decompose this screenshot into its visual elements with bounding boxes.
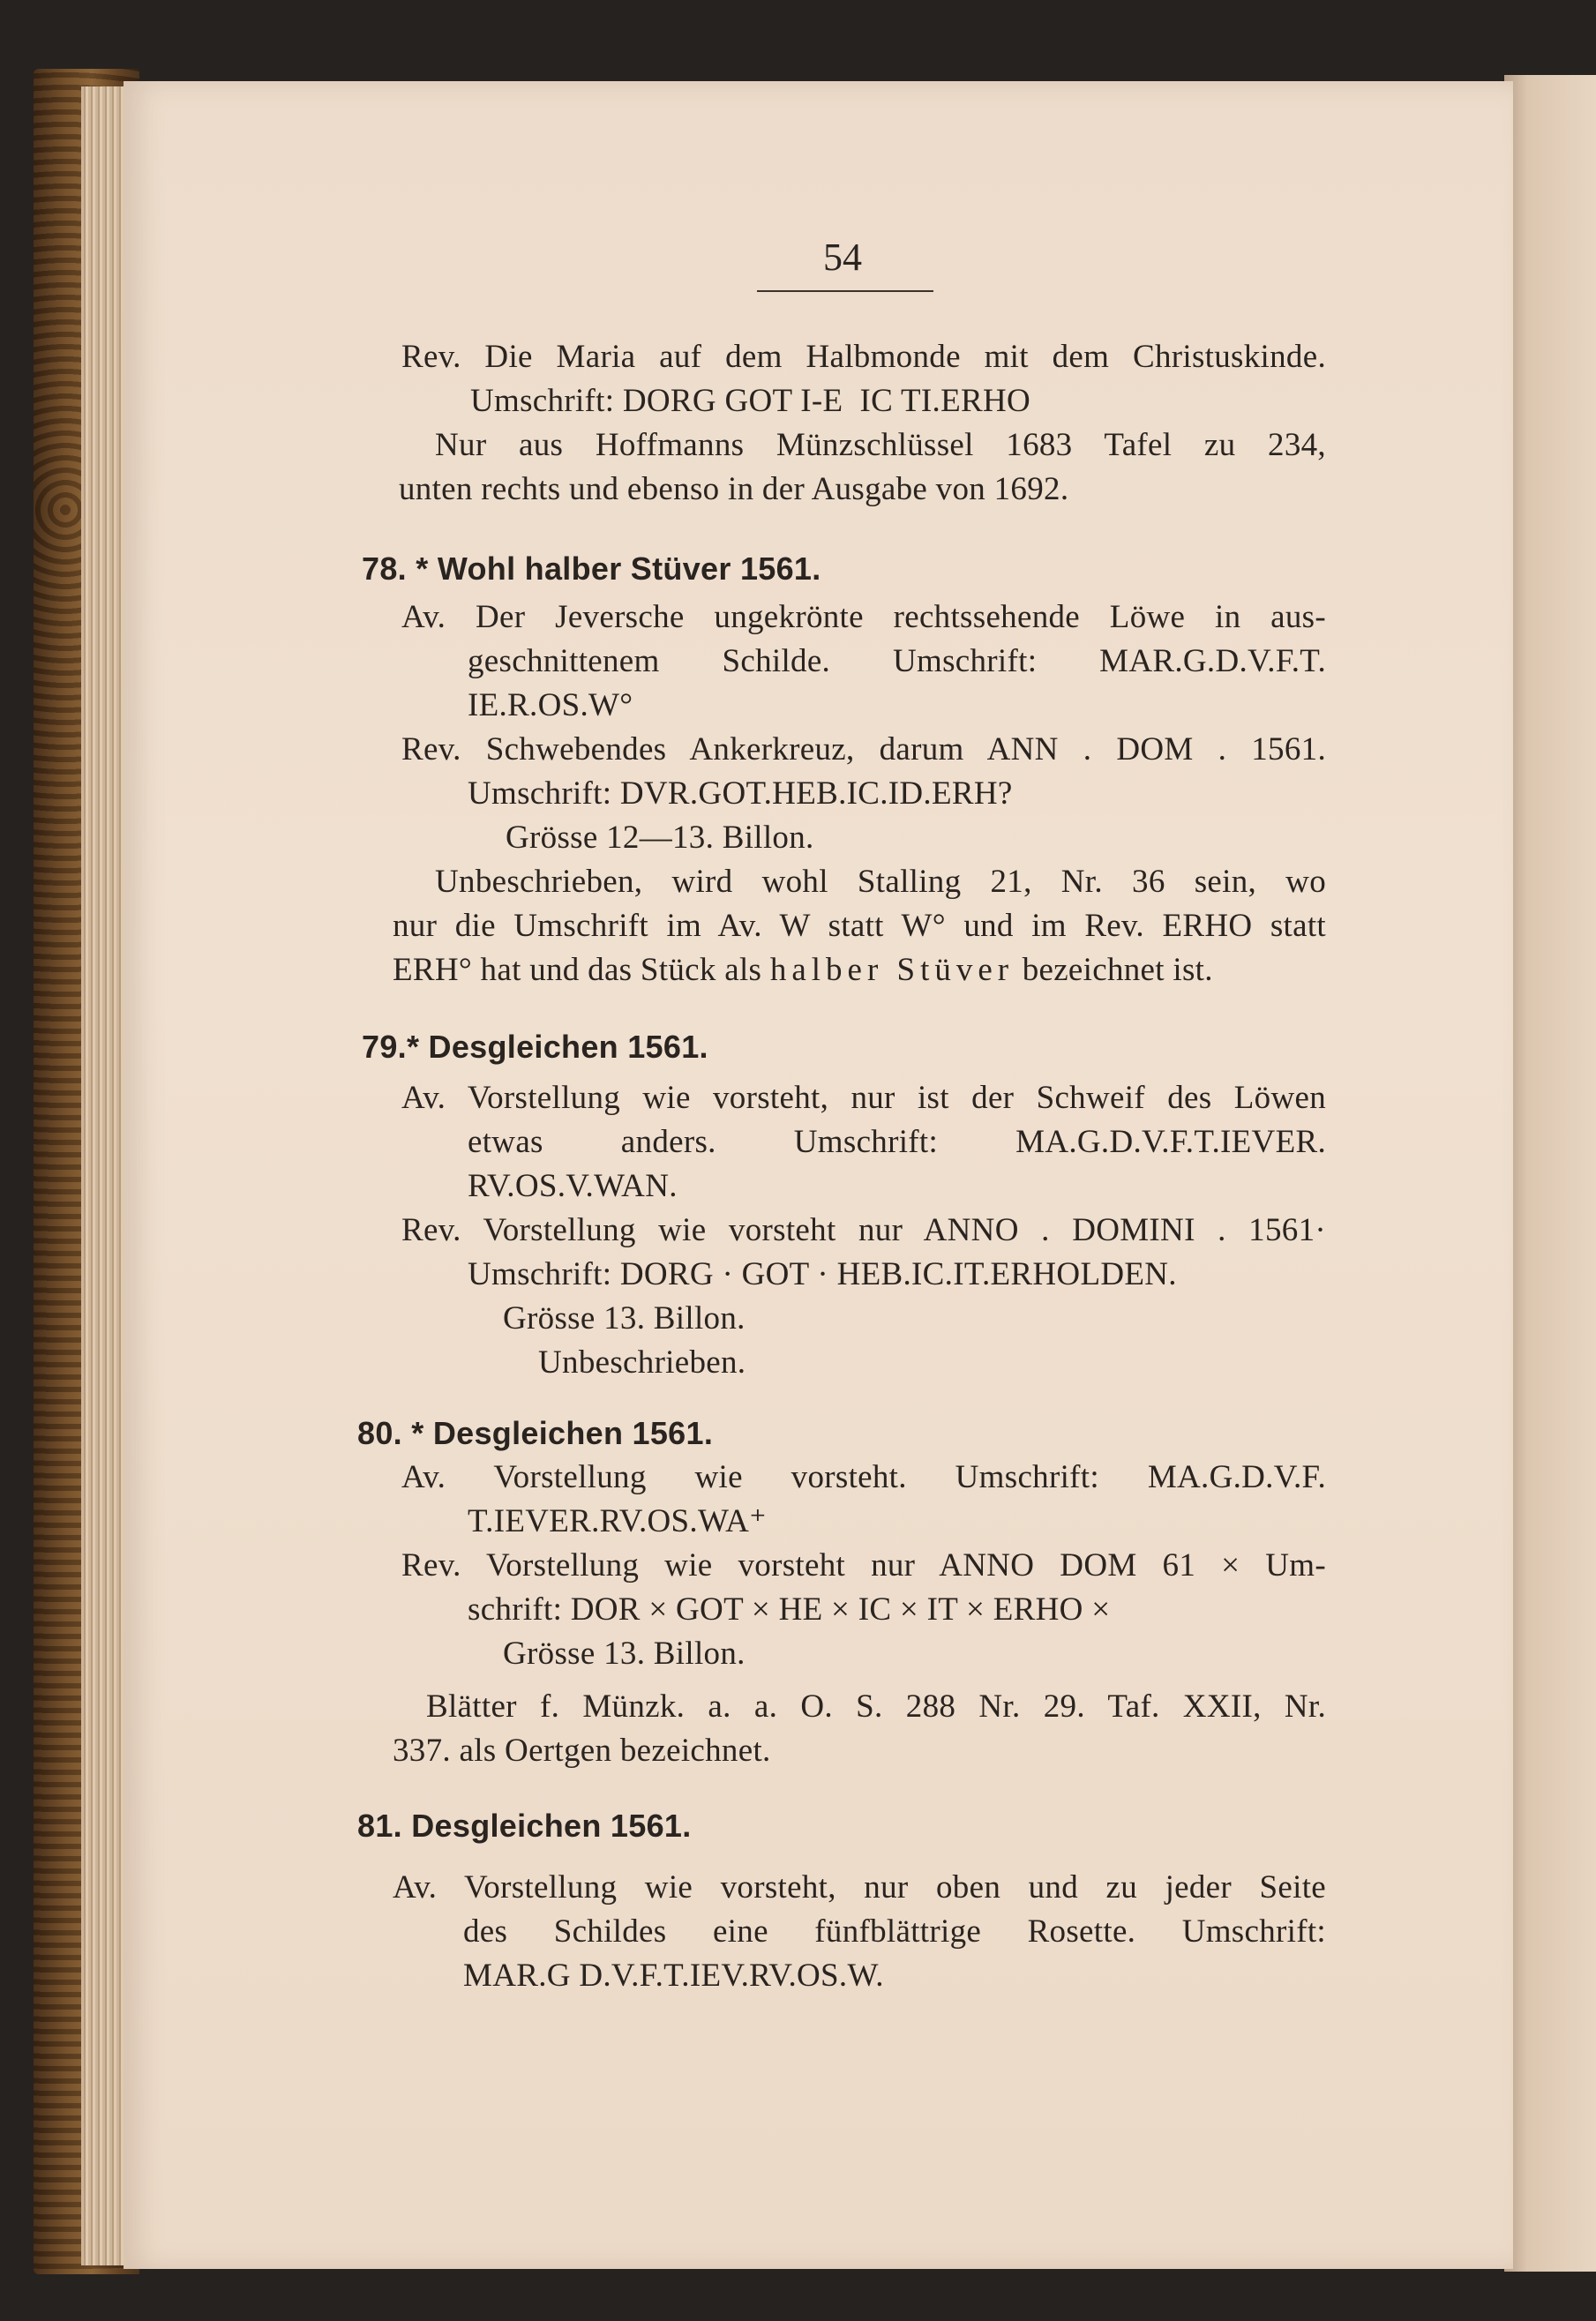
text-line: Av. Vorstellung wie vorsteht. Umschrift: MA.G.D.V.F. [401, 1459, 1326, 1495]
text-line: Grösse 12—13. Billon. [506, 820, 814, 856]
text-line: Grösse 13. Billon. [503, 1636, 746, 1672]
text-line: etwas anders. Umschrift: MA.G.D.V.F.T.IEVER. [468, 1124, 1326, 1160]
entry-heading: 79.* Desgleichen 1561. [362, 1029, 708, 1065]
page-number-rule [757, 290, 933, 292]
text-line: geschnittenem Schilde. Umschrift: MAR.G.D.V.F.T. [468, 643, 1326, 679]
entry-heading: 81. Desgleichen 1561. [357, 1808, 692, 1844]
text-line: nur die Umschrift im Av. W statt W° und im Rev. ERHO statt [393, 908, 1326, 944]
text-line: MAR.G D.V.F.T.IEV.RV.OS.W. [463, 1958, 884, 1994]
text-line: Unbeschrieben, wird wohl Stalling 21, Nr. 36 sein, wo [435, 864, 1326, 900]
text-line: Rev. Die Maria auf dem Halbmonde mit dem Christuskinde. [401, 339, 1326, 375]
text-line: T.IEVER.RV.OS.WA⁺ [468, 1503, 767, 1539]
text-line: Nur aus Hoffmanns Münzschlüssel 1683 Tafel zu 234, [435, 427, 1326, 463]
text-line: Umschrift: DVR.GOT.HEB.IC.ID.ERH? [468, 775, 1013, 812]
text-line: Umschrift: DORG · GOT · HEB.IC.IT.ERHOLDEN. [468, 1256, 1177, 1292]
text-line: IE.R.OS.W° [468, 687, 633, 723]
text-line: schrift: DOR × GOT × HE × IC × IT × ERHO × [468, 1591, 1111, 1628]
text-line: RV.OS.V.WAN. [468, 1168, 678, 1204]
text-line: Rev. Vorstellung wie vorsteht nur ANNO DOM 61 × Um- [401, 1547, 1326, 1584]
text-segment: ERH° hat und das Stück als [393, 952, 762, 988]
text-line: Av. Vorstellung wie vorsteht, nur oben und zu jeder Seite [393, 1869, 1326, 1905]
page-number: 54 [823, 236, 862, 279]
facing-page-edge [1504, 75, 1596, 2272]
text-segment: bezeichnet ist. [1022, 952, 1213, 988]
text-line: Rev. Schwebendes Ankerkreuz, darum ANN . DOM . 1561. [401, 731, 1326, 767]
text-line [393, 948, 1213, 992]
text-line: Umschrift: DORG GOT I-E IC TI.ERHO [470, 383, 1030, 419]
text-line: des Schildes eine fünfblättrige Rosette. Umschrift: [463, 1913, 1326, 1950]
text-line: Rev. Vorstellung wie vorsteht nur ANNO . DOMINI . 1561· [401, 1212, 1326, 1248]
text-line: Av. Vorstellung wie vorsteht, nur ist der Schweif des Löwen [401, 1080, 1326, 1116]
text-line: 337. als Oertgen bezeichnet. [393, 1733, 771, 1769]
text-line: unten rechts und ebenso in der Ausgabe von 1692. [399, 471, 1069, 507]
entry-heading: 78. * Wohl halber Stüver 1561. [362, 550, 821, 587]
entry-heading: 80. * Desgleichen 1561. [357, 1415, 714, 1451]
emphasis-spaced: halber Stüver [769, 952, 1015, 988]
text-line: Av. Der Jeversche ungekrönte rechtssehende Löwe in aus- [401, 599, 1326, 635]
text-line: Unbeschrieben. [538, 1344, 746, 1381]
text-line: Grösse 13. Billon. [503, 1300, 746, 1336]
text-line: Blätter f. Münzk. a. a. O. S. 288 Nr. 29. Taf. XXII, Nr. [426, 1688, 1326, 1725]
